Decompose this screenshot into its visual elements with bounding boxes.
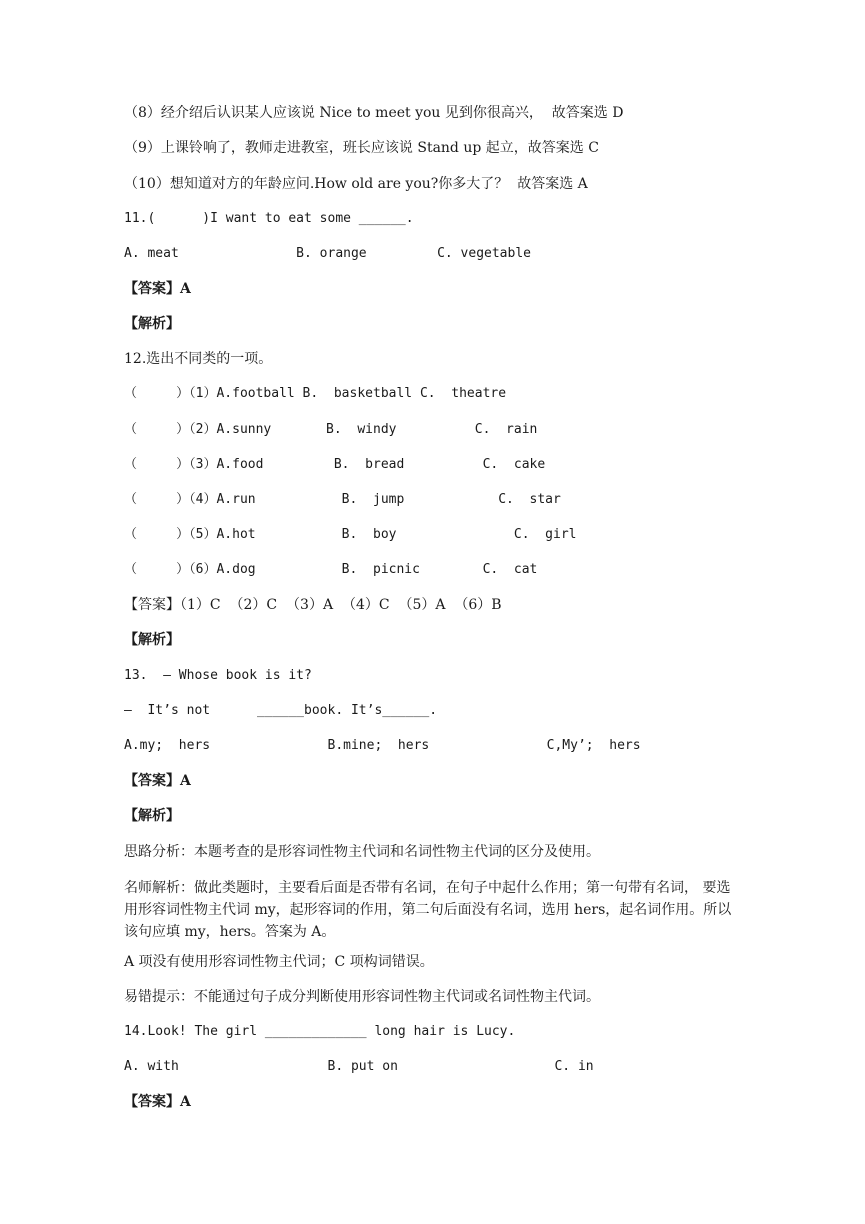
teacher-analysis: 名师解析：做此类题时，主要看后面是否带有名词，在句子中起什么作用；第一句带有名词， 要选用形容词性物主代词 my，起形容词的作用，第二句后面没有名词，选用 hers，起名词作用。所以该句应填 my，hers。答案为 A。: [124, 880, 732, 940]
question-11: 11.( )I want to eat some ______.: [124, 211, 414, 226]
question-14-options: A. with B. put on C. in: [124, 1059, 594, 1074]
explanation-line-8: （8）经介绍后认识某人应该说 Nice to meet you 见到你很高兴， 故答案选 D: [124, 105, 624, 121]
question-12: 12.选出不同类的一项。: [124, 351, 273, 367]
answer-label: 【答案】（1）C （2）C （3）A （4）C （5）A （6）B: [124, 597, 502, 613]
question-12-item: （ ）（1）A.football B. basketball C. theatre: [124, 386, 507, 401]
analysis-label: 【解析】: [124, 808, 180, 824]
explanation-line-10: （10）想知道对方的年龄应问.How old are you?你多大了？ 故答案选 A: [124, 176, 588, 192]
question-12-item: （ ）（5）A.hot B. boy C. girl: [124, 527, 577, 542]
question-12-item: （ ）（6）A.dog B. picnic C. cat: [124, 562, 538, 577]
option-note: A 项没有使用形容词性物主代词；C 项构词错误。: [124, 954, 434, 970]
question-12-item: （ ）（4）A.run B. jump C. star: [124, 492, 561, 507]
answer-label: 【答案】A: [124, 1094, 191, 1110]
question-12-item: （ ）（3）A.food B. bread C. cake: [124, 457, 546, 472]
question-13-options: A.my; hers B.mine; hers C,My’; hers: [124, 738, 641, 753]
idea-analysis: 思路分析：本题考查的是形容词性物主代词和名词性物主代词的区分及使用。: [124, 844, 600, 860]
analysis-label: 【解析】: [124, 316, 180, 332]
explanation-line-9: （9）上课铃响了，教师走进教室，班长应该说 Stand up 起立，故答案选 C: [124, 140, 599, 156]
question-13-line-2: – It’s not ______book. It’s______.: [124, 703, 438, 718]
question-12-item: （ ）（2）A.sunny B. windy C. rain: [124, 422, 538, 437]
error-tip: 易错提示：不能通过句子成分判断使用形容词性物主代词或名词性物主代词。: [124, 989, 600, 1005]
question-13: 13. — Whose book is it?: [124, 668, 312, 683]
analysis-label: 【解析】: [124, 632, 180, 648]
answer-label: 【答案】A: [124, 281, 191, 297]
question-14: 14.Look! The girl _____________ long hair is Lucy.: [124, 1024, 516, 1039]
answer-label: 【答案】A: [124, 773, 191, 789]
question-11-options: A. meat B. orange C. vegetable: [124, 246, 531, 261]
